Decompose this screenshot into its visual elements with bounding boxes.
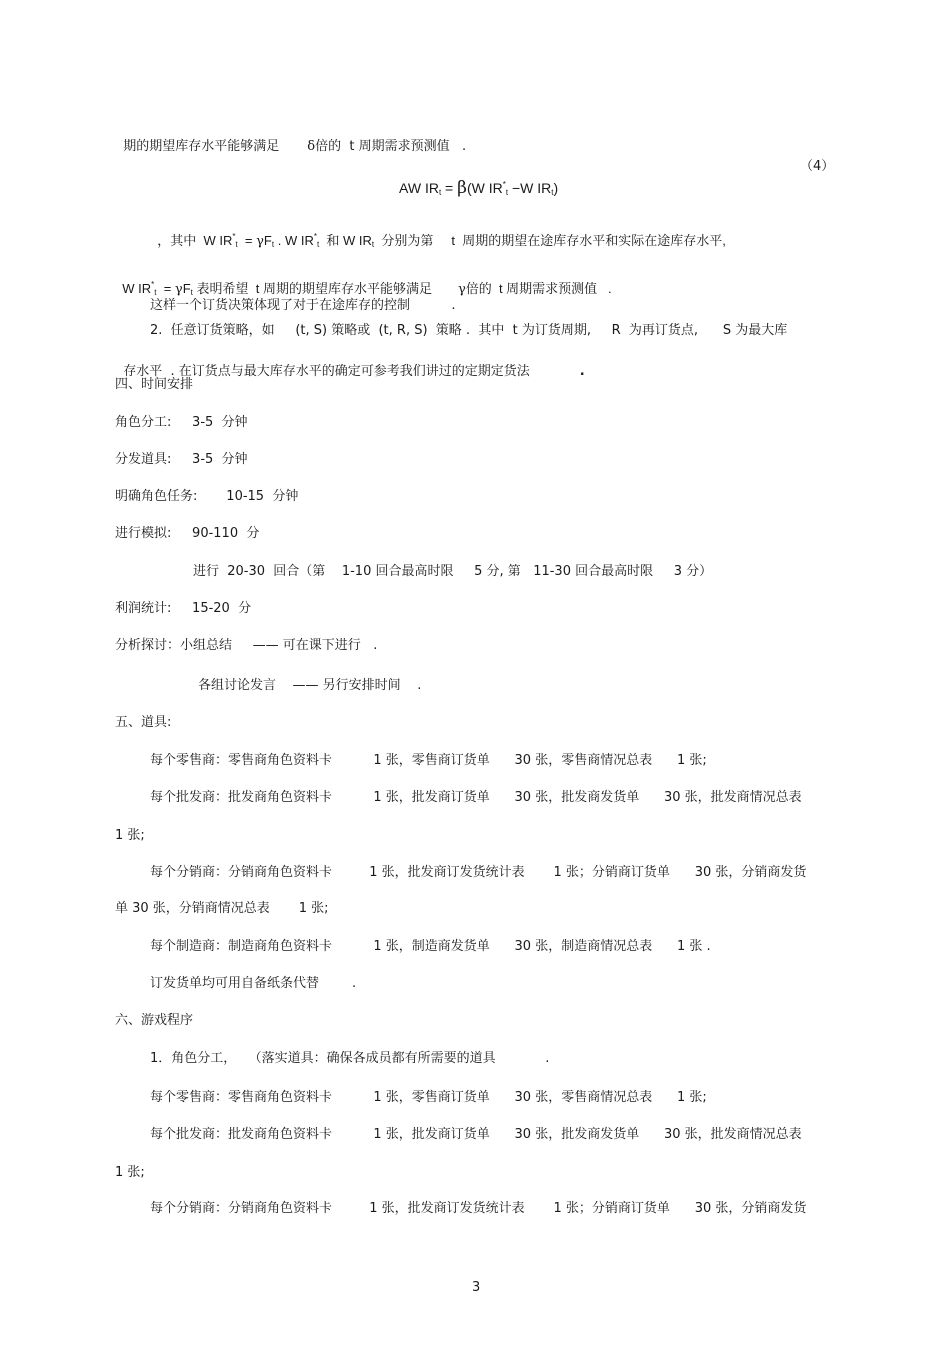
eq-subscript: t bbox=[551, 188, 554, 197]
eq-term: AW IR bbox=[399, 180, 439, 196]
text-segment: 倍的 t 周期需求预测值 . bbox=[315, 139, 467, 154]
subscript: t bbox=[190, 288, 193, 297]
text-segment: 和 W IR bbox=[319, 233, 372, 248]
text-line: 这样一个订货决策体现了对于在途库存的控制 . bbox=[150, 298, 456, 313]
text-line: 进行 20-30 回合（第 1-10 回合最高时限 5 分, 第 11-30 回合最高时限 3 分） bbox=[193, 564, 713, 579]
text-line: 每个分销商：分销商角色资料卡 1 张，批发商订发货统计表 1 张；分销商订货单 30 张，分销商发货 bbox=[150, 865, 807, 880]
eq-term: (W IR bbox=[466, 180, 503, 196]
gamma-symbol: γ bbox=[457, 282, 466, 297]
text-segment: 表明希望 t 周期的期望库存水平能够满足 bbox=[192, 281, 432, 296]
text-segment: 存水平 . 在订货点与最大库存水平的确定可参考我们讲过的定期定货法 bbox=[123, 364, 530, 379]
text-segment: = bbox=[237, 233, 257, 248]
page-number: 3 bbox=[472, 1280, 481, 1295]
text-line bbox=[115, 120, 466, 156]
text-segment: . bbox=[579, 364, 585, 379]
text-line: 每个零售商：零售商角色资料卡 1 张，零售商订货单 30 张，零售商情况总表 1 张; bbox=[150, 753, 707, 768]
text-segment: = bbox=[156, 281, 175, 296]
section-heading: 六、游戏程序 bbox=[115, 1013, 194, 1028]
eq-term: ) bbox=[553, 180, 559, 196]
superscript: * bbox=[232, 232, 236, 241]
eq-term: = bbox=[441, 180, 458, 196]
eq-superscript: * bbox=[502, 180, 506, 189]
subscript: t bbox=[371, 240, 375, 249]
text-line: 角色分工: 3-5 分钟 bbox=[115, 415, 248, 430]
text-line: 各组讨论发言 —— 另行安排时间 . bbox=[198, 678, 422, 693]
eq-subscript: t bbox=[505, 188, 509, 197]
text-line: 每个零售商：零售商角色资料卡 1 张，零售商订货单 30 张，零售商情况总表 1 张; bbox=[150, 1090, 707, 1105]
eq-term: −W IR bbox=[508, 180, 552, 196]
gamma-symbol: γ bbox=[174, 282, 183, 297]
text-line: 分发道具: 3-5 分钟 bbox=[115, 452, 248, 467]
text-line: 单 30 张，分销商情况总表 1 张; bbox=[115, 901, 329, 916]
text-line: 每个批发商：批发商角色资料卡 1 张，批发商订货单 30 张，批发商发货单 30 张，批发商情况总表 bbox=[150, 1127, 802, 1142]
beta-symbol: β bbox=[457, 178, 467, 198]
text-line: 1 张; bbox=[115, 828, 145, 843]
subscript: t bbox=[316, 240, 320, 249]
section-heading: 五、道具: bbox=[115, 715, 172, 730]
text-line: 1．角色分工， （落实道具：确保各成员都有所需要的道具 . bbox=[150, 1051, 550, 1066]
text-line: 1 张; bbox=[115, 1165, 145, 1180]
text-segment: ，其中 W IR bbox=[157, 233, 233, 248]
text-segment: 倍的 t 周期需求预测值 . bbox=[465, 281, 612, 296]
equation-4 bbox=[392, 158, 558, 202]
text-line: 明确角色任务: 10-15 分钟 bbox=[115, 489, 299, 504]
text-segment: W IR bbox=[122, 281, 152, 296]
text-segment: F bbox=[263, 233, 272, 248]
text-line: 每个分销商：分销商角色资料卡 1 张，批发商订发货统计表 1 张；分销商订货单 30 张，分销商发货 bbox=[150, 1201, 807, 1216]
subscript: t bbox=[235, 240, 238, 249]
superscript: * bbox=[313, 232, 317, 241]
text-line: 订发货单均可用自备纸条代替 . bbox=[150, 976, 357, 991]
text-line bbox=[150, 210, 726, 254]
text-segment: 期的期望库存水平能够满足 bbox=[123, 139, 280, 154]
text-line: 分析探讨：小组总结 —— 可在课下进行 . bbox=[115, 638, 378, 653]
text-line: 每个批发商：批发商角色资料卡 1 张，批发商订货单 30 张，批发商发货单 30 张，批发商情况总表 bbox=[150, 790, 802, 805]
superscript: * bbox=[151, 280, 155, 289]
text-segment: 分别为第 t 周期的期望在途库存水平和实际在途库存水平, bbox=[374, 233, 726, 248]
eq-subscript: t bbox=[438, 188, 442, 197]
text-line: 进行模拟: 90-110 分 bbox=[115, 526, 260, 541]
text-line bbox=[115, 258, 612, 302]
subscript: t bbox=[154, 288, 157, 297]
gamma-symbol: γ bbox=[256, 234, 264, 249]
text-segment: F bbox=[182, 281, 191, 296]
text-line: 每个制造商：制造商角色资料卡 1 张，制造商发货单 30 张，制造商情况总表 1 张 . bbox=[150, 939, 711, 954]
equation-number: （4） bbox=[800, 159, 835, 174]
subscript: t bbox=[271, 240, 275, 249]
delta-symbol: δ bbox=[307, 139, 316, 154]
text-line: 利润统计: 15-20 分 bbox=[115, 601, 252, 616]
text-segment: . W IR bbox=[274, 233, 314, 248]
text-line: 2. 任意订货策略，如 (t, S) 策略或 (t, R, S) 策略 . 其中 t 为订货周期, R 为再订货点, S 为最大库 bbox=[150, 323, 788, 338]
section-heading: 四、时间安排 bbox=[115, 377, 194, 392]
